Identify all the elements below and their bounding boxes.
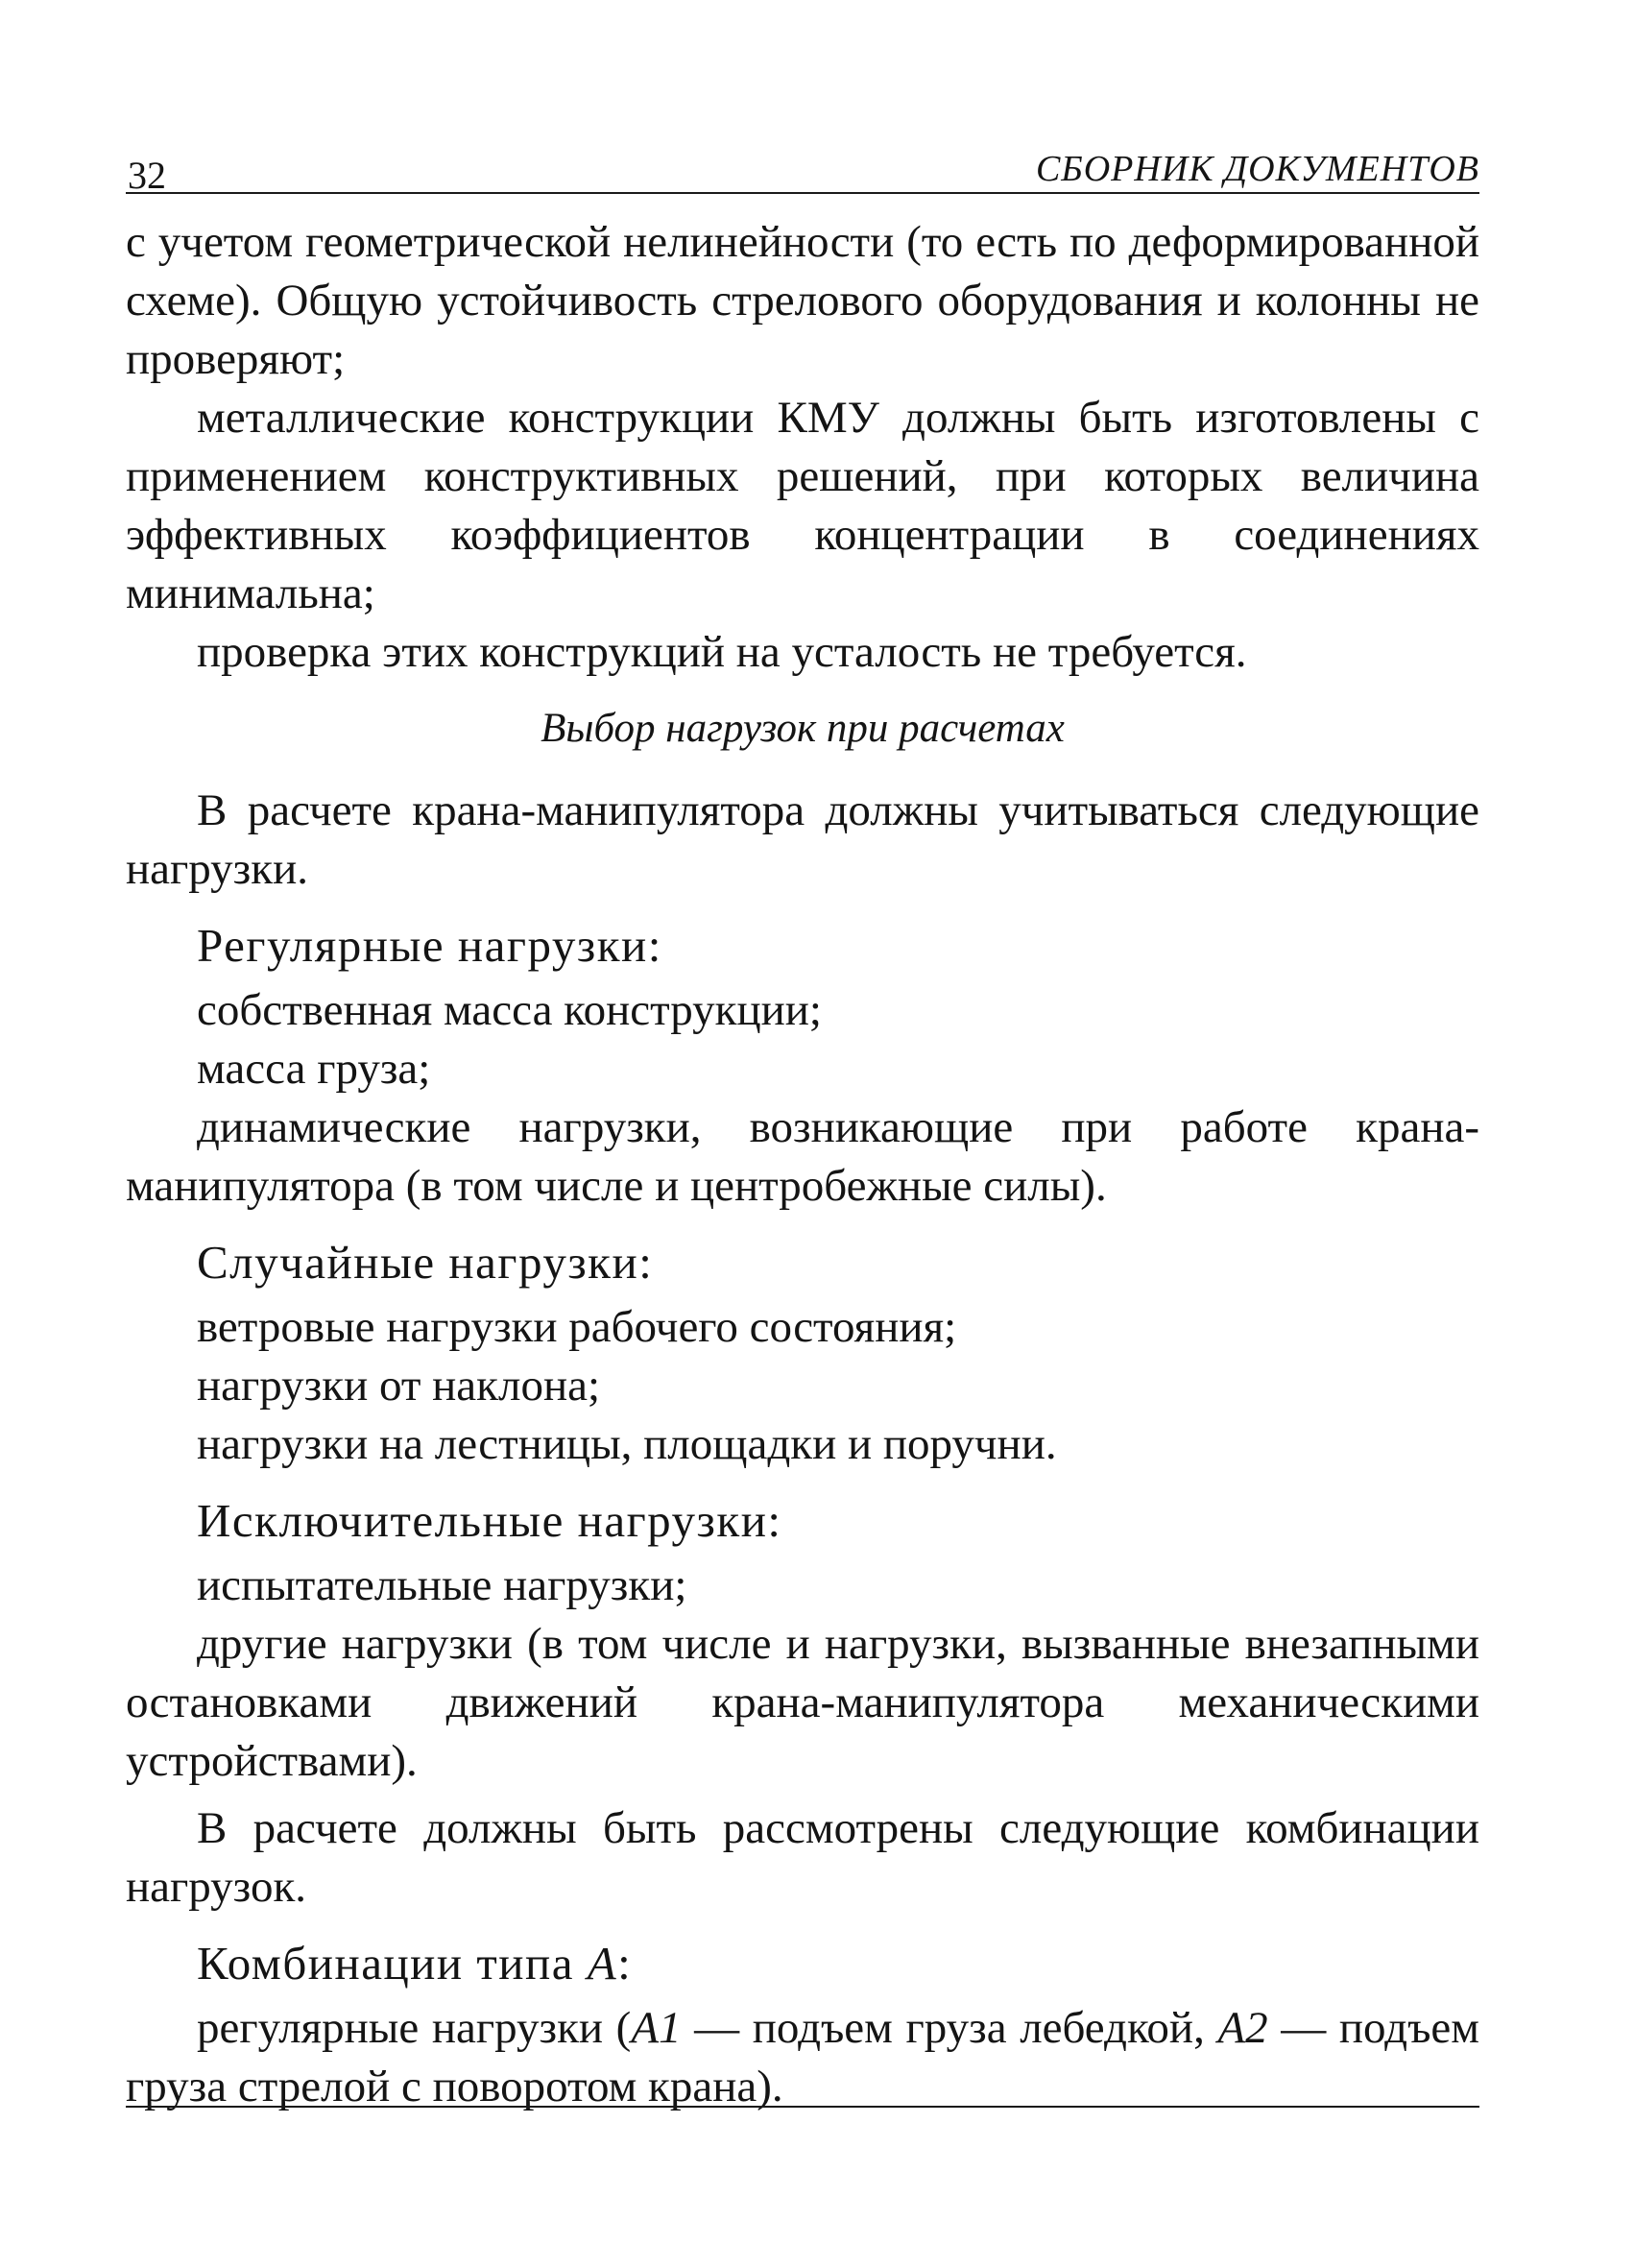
section-lead-paragraph: В расчете крана-манипулятора должны учитываться следующие нагрузки. xyxy=(126,785,1479,894)
list-item: нагрузки от наклона; xyxy=(197,1361,601,1411)
heading-colon: : xyxy=(617,1937,633,1990)
paragraph-metal-structures: металлические конструкции КМУ должны быть изготовлены с применением конструктивных решений, при которых величина эффективных коэффициентов концентрации в соединениях минимальна; xyxy=(126,393,1479,618)
page-number: 32 xyxy=(128,154,166,197)
text-segment: — подъем груза лебедкой, xyxy=(681,2003,1218,2053)
continued-paragraph: с учетом геометрической нелинейности (то есть по деформированной схеме). Общую устойчивость стрелового оборудования и колонны не проверяют; xyxy=(126,217,1479,384)
list-item: испытательные нагрузки; xyxy=(197,1560,687,1610)
combination-a-description xyxy=(126,1999,1479,2116)
code-a1: А1 xyxy=(631,2003,682,2053)
text-segment: — подъем груза стрелой с поворотом крана). xyxy=(126,2003,1479,2111)
section-title: Выбор нагрузок при расчетах xyxy=(541,706,1065,751)
page-header xyxy=(126,134,1479,197)
heading-combinations-type-a xyxy=(197,1934,1479,1992)
paragraph-fatigue-check: проверка этих конструкций на усталость не требуется. xyxy=(197,627,1247,677)
heading-regular-loads: Регулярные нагрузки: xyxy=(197,919,662,972)
list-item: собственная масса конструкции; xyxy=(197,985,822,1035)
text-segment: регулярные нагрузки ( xyxy=(197,2003,632,2053)
page-body xyxy=(126,213,1479,2116)
list-item: ветровые нагрузки рабочего состояния; xyxy=(197,1302,957,1352)
running-title: СБОРНИК ДОКУМЕНТОВ xyxy=(1035,149,1479,189)
combinations-lead-paragraph: В расчете должны быть рассмотрены следующие комбинации нагрузок. xyxy=(126,1803,1479,1912)
list-item: нагрузки на лестницы, площадки и поручни. xyxy=(197,1419,1057,1469)
heading-text: Комбинации типа xyxy=(197,1937,588,1990)
heading-exceptional-loads: Исключительные нагрузки: xyxy=(197,1494,782,1547)
list-item: масса груза; xyxy=(197,1044,431,1094)
code-a2: А2 xyxy=(1217,2003,1268,2053)
list-item: динамические нагрузки, возникающие при работе крана-манипулятора (в том числе и центробежные силы). xyxy=(126,1102,1479,1211)
heading-random-loads: Случайные нагрузки: xyxy=(197,1236,654,1289)
list-item: другие нагрузки (в том числе и нагрузки, вызванные внезапными остановками движений крана-манипулятора механическими устройствами). xyxy=(126,1619,1479,1786)
type-letter: А xyxy=(587,1937,618,1990)
footer-rule xyxy=(126,2106,1479,2108)
